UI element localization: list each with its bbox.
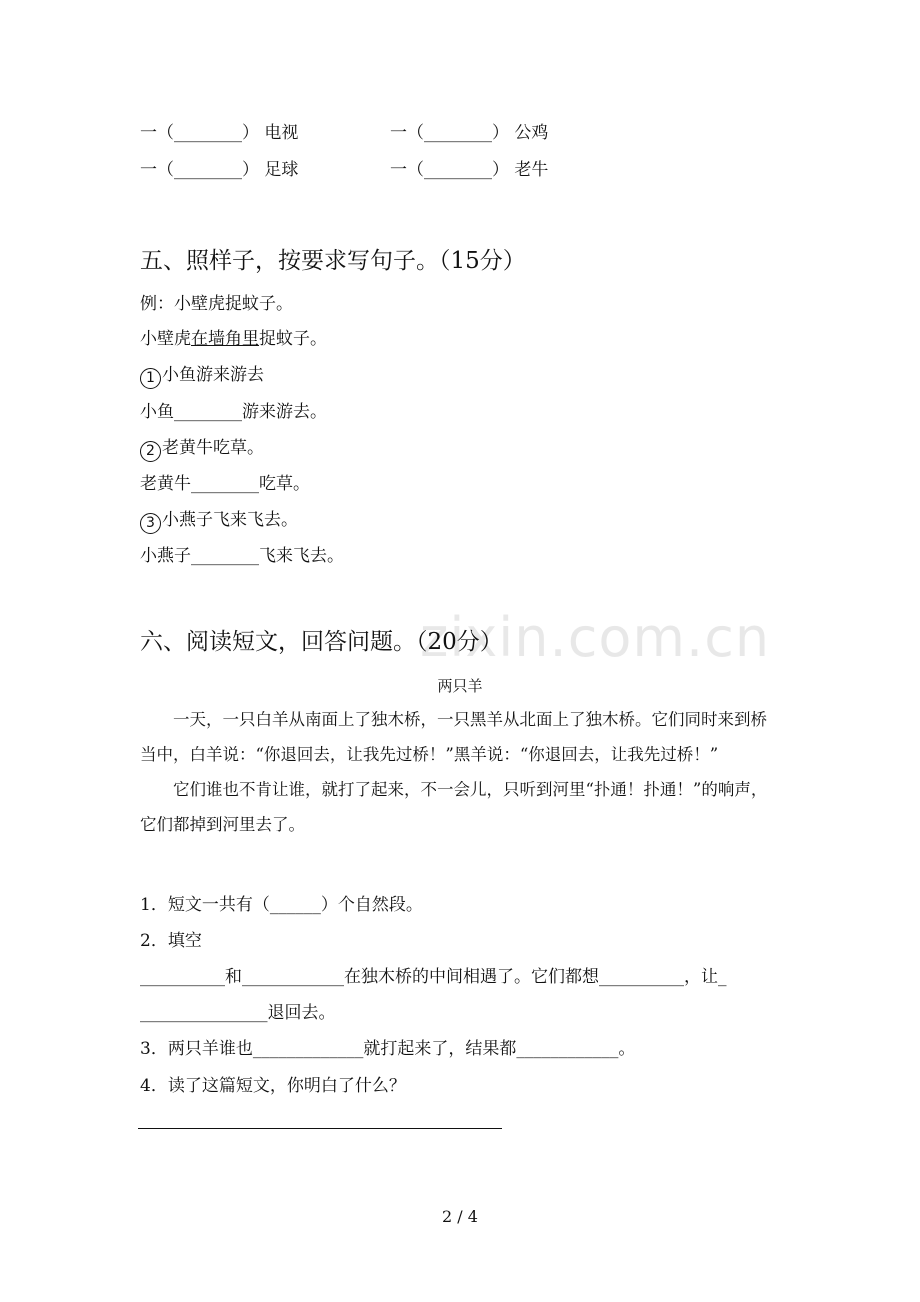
question-3[interactable]: 3．两只羊谁也_____________就打起来了，结果都____________。 [140, 1039, 636, 1059]
measure-word-noun: 公鸡 [514, 123, 549, 143]
story-paragraph: 它们谁也不肯让谁，就打了起来，不一会儿，只听到河里“扑通！扑通！”的响声，它们都掉到河里去了。 [140, 780, 768, 834]
question-2: 2．填空 [140, 931, 202, 951]
circled-number-2: 2 [140, 441, 161, 462]
measure-word-blank[interactable]: 一（________） [140, 160, 259, 180]
item-1-text: 小鱼游来游去 [162, 365, 264, 385]
measure-word-item [140, 118, 298, 143]
example-answer [140, 324, 327, 349]
item-1-sentence [140, 360, 264, 389]
section-6-heading: 六、阅读短文，回答问题。（20分） [140, 629, 503, 655]
example-line: 例：小壁虎捉蚊子。 [140, 294, 293, 314]
answer-line[interactable] [138, 1128, 502, 1129]
question-4: 4．读了这篇短文，你明白了什么？ [140, 1076, 406, 1096]
measure-word-item [390, 155, 548, 180]
question-1[interactable]: 1．短文一共有（______）个自然段。 [140, 895, 423, 915]
example-answer-before: 小壁虎 [140, 329, 191, 349]
question-2-fill-line-1[interactable]: __________和____________在独木桥的中间相遇了。它们都想__________，让_ [140, 967, 727, 987]
watermark: zixin.com.cn [420, 606, 771, 669]
measure-word-blank[interactable]: 一（________） [390, 160, 509, 180]
measure-word-noun: 老牛 [514, 160, 549, 180]
measure-word-blank[interactable]: 一（________） [140, 123, 259, 143]
measure-word-item [390, 118, 548, 143]
item-1-fill[interactable]: 小鱼________游来游去。 [140, 402, 327, 422]
item-2-text: 老黄牛吃草。 [162, 438, 264, 458]
example-answer-underlined: 在墙角里 [191, 329, 259, 349]
item-3-fill[interactable]: 小燕子________飞来飞去。 [140, 546, 344, 566]
page-number: 2 / 4 [442, 1207, 478, 1226]
circled-number-3: 3 [140, 513, 161, 534]
question-2-fill-line-2[interactable]: _______________退回去。 [140, 1003, 336, 1023]
measure-word-noun: 足球 [264, 160, 299, 180]
measure-word-noun: 电视 [264, 123, 299, 143]
measure-word-blank[interactable]: 一（________） [390, 123, 509, 143]
story-body [140, 702, 780, 842]
story-title: 两只羊 [437, 677, 483, 695]
item-3-sentence [140, 505, 298, 534]
story-paragraph: 一天，一只白羊从南面上了独木桥，一只黑羊从北面上了独木桥。它们同时来到桥当中，白羊说：“你退回去，让我先过桥！”黑羊说：“你退回去，让我先过桥！” [140, 710, 767, 764]
section-5-heading: 五、照样子，按要求写句子。（15分） [140, 248, 526, 274]
item-2-fill[interactable]: 老黄牛________吃草。 [140, 474, 310, 494]
item-3-text: 小燕子飞来飞去。 [162, 510, 298, 530]
measure-word-item [140, 155, 298, 180]
circled-number-1: 1 [140, 368, 161, 389]
item-2-sentence [140, 433, 264, 462]
example-answer-after: 捉蚊子。 [259, 329, 327, 349]
